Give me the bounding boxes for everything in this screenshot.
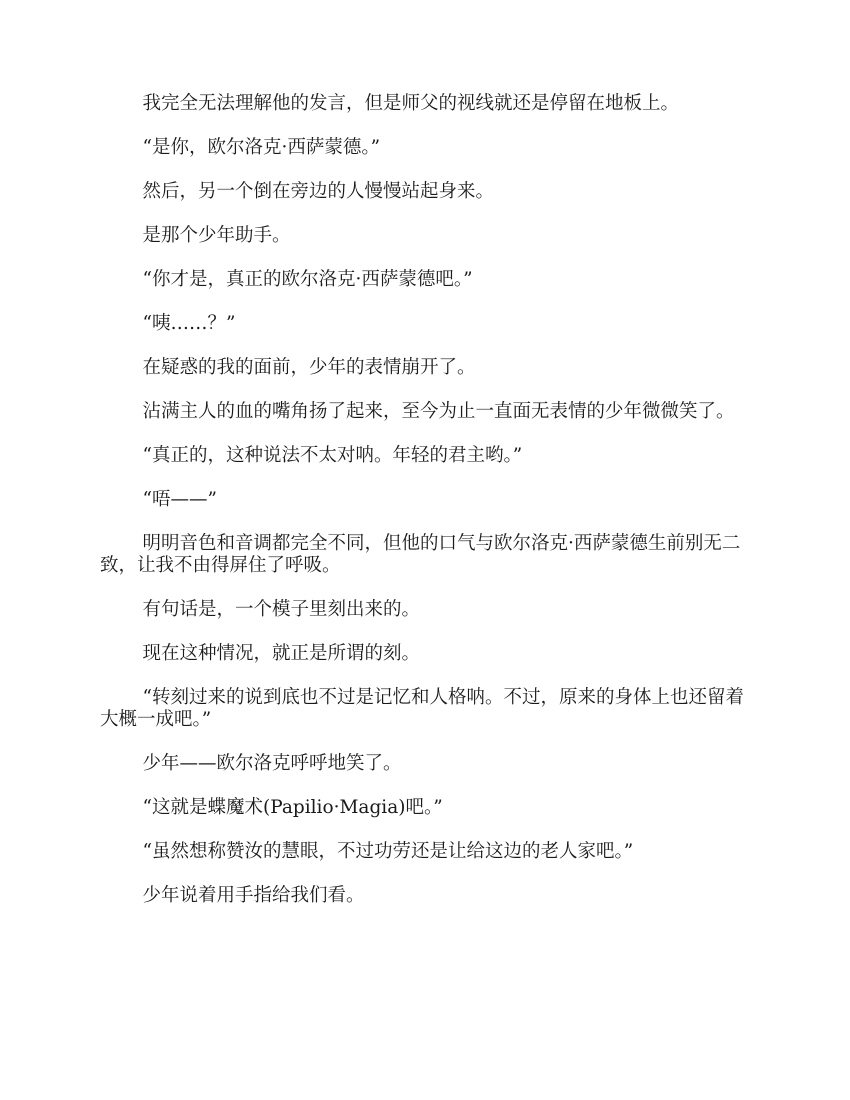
paragraph: 少年——欧尔洛克呼呼地笑了。 <box>142 753 402 774</box>
document-page <box>100 93 750 929</box>
paragraph: “是你，欧尔洛克·西萨蒙德。” <box>142 137 381 158</box>
paragraph: “唔——” <box>142 489 217 510</box>
paragraph: 明明音色和音调都完全不同，但他的口气与欧尔洛克·西萨蒙德生前别无二致，让我不由得屏住了呼吸。 <box>100 533 741 576</box>
paragraph: “这就是蝶魔术(Papilio·Magia)吧。” <box>142 797 443 818</box>
paragraph: 有句话是，一个模子里刻出来的。 <box>142 599 421 620</box>
paragraph: “真正的，这种说法不太对呐。年轻的君主哟。” <box>142 445 523 466</box>
paragraph: “你才是，真正的欧尔洛克·西萨蒙德吧。” <box>142 269 473 290</box>
paragraph: 现在这种情况，就正是所谓的刻。 <box>142 643 421 664</box>
paragraph: 少年说着用手指给我们看。 <box>142 885 365 906</box>
paragraph: “咦……？” <box>142 313 236 334</box>
paragraph: “虽然想称赞汝的慧眼，不过功劳还是让给这边的老人家吧。” <box>142 841 634 862</box>
paragraph: 在疑惑的我的面前，少年的表情崩开了。 <box>142 357 476 378</box>
paragraph: 然后，另一个倒在旁边的人慢慢站起身来。 <box>142 181 495 202</box>
paragraph: 我完全无法理解他的发言，但是师父的视线就还是停留在地板上。 <box>142 93 680 114</box>
paragraph: 沾满主人的血的嘴角扬了起来，至今为止一直面无表情的少年微微笑了。 <box>142 401 735 422</box>
paragraph: 是那个少年助手。 <box>142 225 291 246</box>
paragraph: “转刻过来的说到底也不过是记忆和人格呐。不过，原来的身体上也还留着大概一成吧。” <box>100 687 745 730</box>
